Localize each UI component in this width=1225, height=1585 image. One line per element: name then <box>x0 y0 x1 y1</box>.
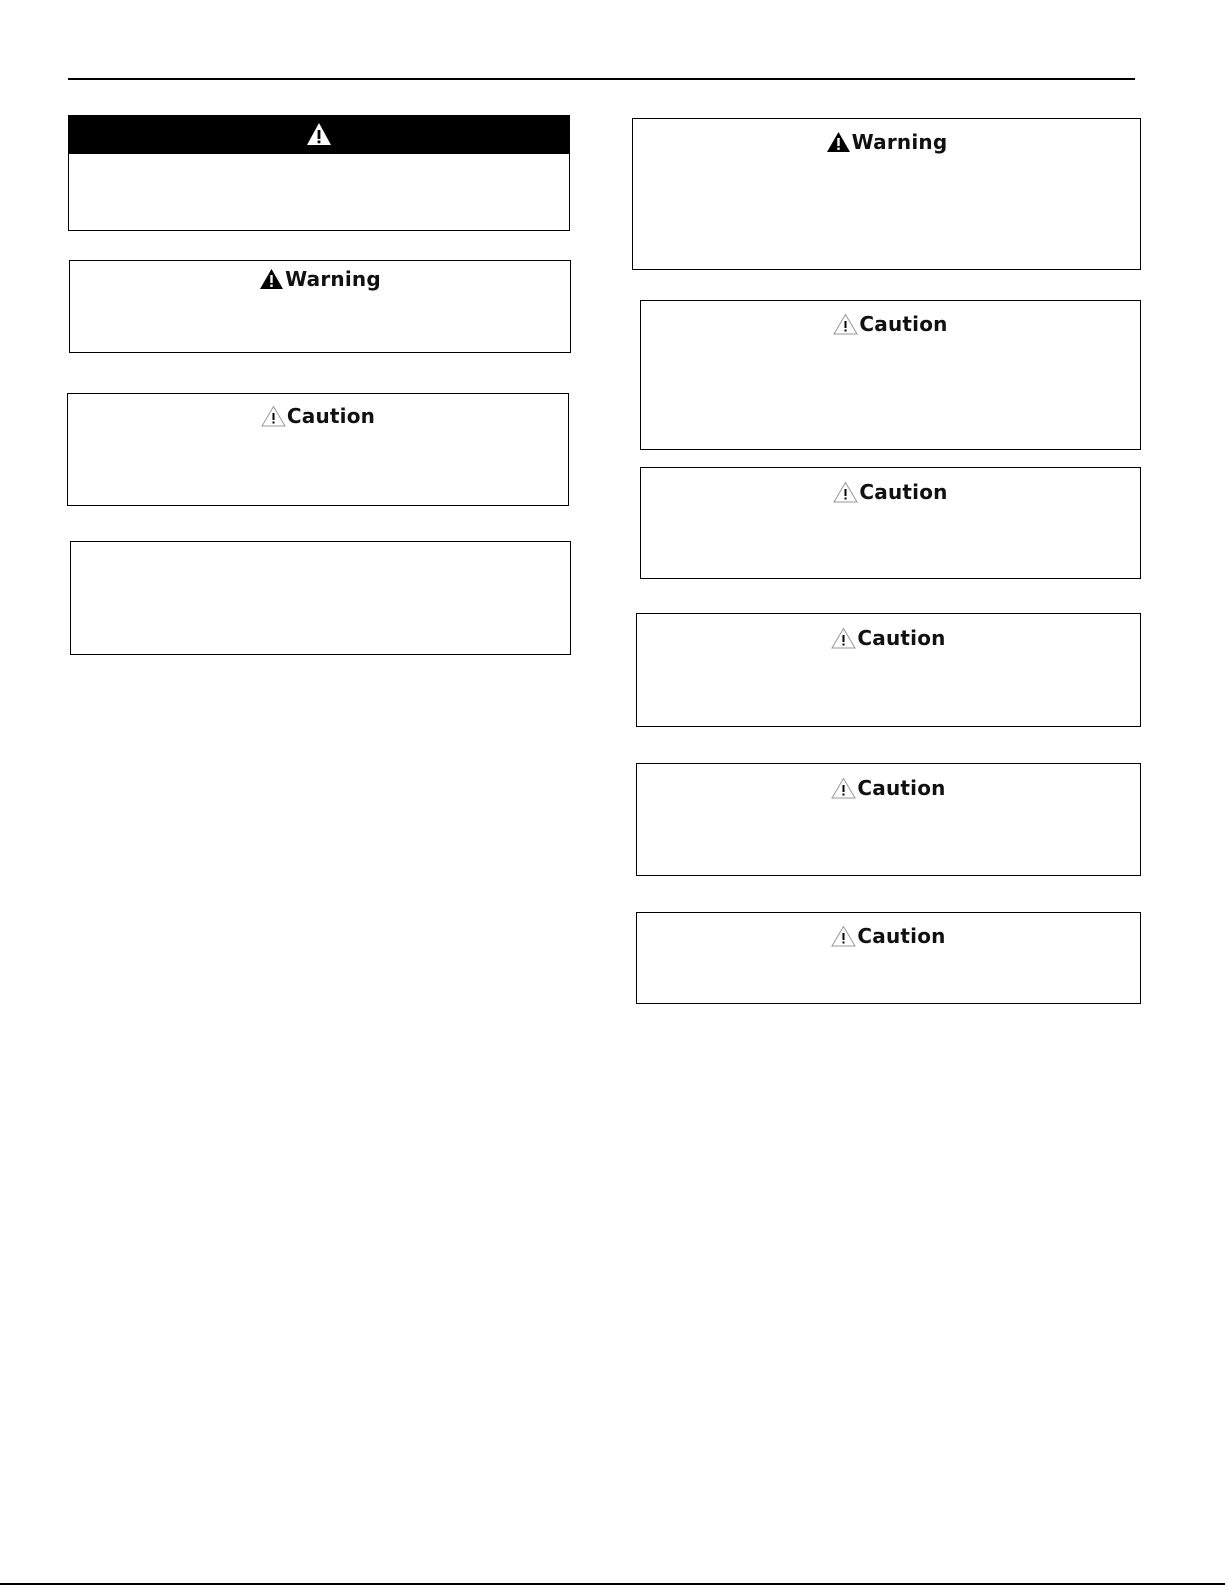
notice-heading <box>70 265 570 293</box>
warning-notice <box>632 118 1141 270</box>
danger-notice <box>68 115 570 231</box>
notice-heading <box>637 922 1140 950</box>
note-box <box>70 541 571 655</box>
notice-heading <box>637 624 1140 652</box>
notice-heading <box>637 774 1140 802</box>
caution-triangle-icon <box>833 481 858 503</box>
notice-label: Caution <box>857 626 946 650</box>
warning-triangle-icon <box>259 268 284 290</box>
warning-triangle-icon <box>306 122 332 146</box>
caution-notice <box>636 613 1141 727</box>
notice-label: Caution <box>857 776 946 800</box>
notice-label: Caution <box>859 312 948 336</box>
caution-notice <box>640 467 1141 579</box>
caution-triangle-icon <box>831 627 856 649</box>
notice-label: Caution <box>859 480 948 504</box>
caution-triangle-icon <box>831 777 856 799</box>
caution-triangle-icon <box>831 925 856 947</box>
warning-notice <box>69 260 571 353</box>
notice-label: Warning <box>285 267 381 291</box>
notice-heading <box>633 128 1140 156</box>
notice-label: Caution <box>857 924 946 948</box>
caution-notice <box>636 763 1141 876</box>
caution-notice <box>67 393 569 506</box>
caution-notice <box>640 300 1141 450</box>
caution-triangle-icon <box>833 313 858 335</box>
notice-label: Warning <box>851 130 948 154</box>
header-rule <box>68 78 1135 80</box>
notice-heading <box>641 310 1140 338</box>
caution-notice <box>636 912 1141 1004</box>
danger-banner <box>69 116 569 154</box>
notice-heading <box>68 402 568 430</box>
notice-label: Caution <box>286 404 376 428</box>
warning-triangle-icon <box>826 131 851 153</box>
caution-triangle-icon <box>261 405 286 427</box>
notice-heading <box>641 478 1140 506</box>
